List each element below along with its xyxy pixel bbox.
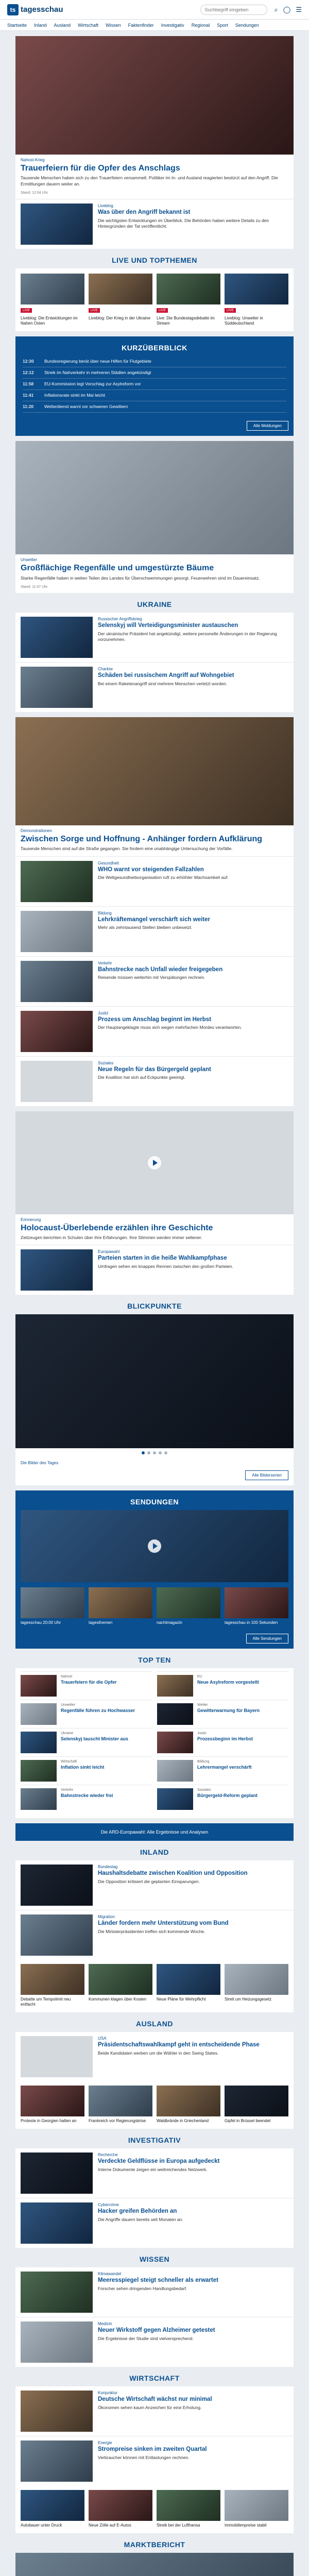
row-image[interactable]	[21, 2153, 93, 2194]
grid-caption[interactable]: Frankreich vor Regierungskrise	[89, 2119, 146, 2124]
story-row[interactable]	[15, 2386, 294, 2436]
gallery-pagination[interactable]	[15, 1448, 294, 1458]
grid-image[interactable]	[157, 1964, 220, 1995]
row-teaser: Die Ergebnisse der Studie sind vielversprechend.	[98, 2336, 194, 2342]
row-image[interactable]	[21, 2202, 93, 2244]
nav-item[interactable]: Wirtschaft	[78, 22, 99, 28]
nav-item[interactable]: Regional	[191, 22, 210, 28]
inland-title: INLAND	[140, 1848, 169, 1857]
sendung-caption[interactable]: tagesschau 20:00 Uhr	[21, 1620, 61, 1625]
row-topline: Cybercrime	[98, 2202, 119, 2208]
topten-item[interactable]	[157, 1728, 288, 1756]
sendung-image[interactable]	[21, 1587, 84, 1618]
investigativ-section	[15, 2148, 294, 2248]
topten-topline: Wirtschaft	[61, 1760, 77, 1764]
kurz-text[interactable]: Wetterdienst warnt vor schweren Gewittern	[44, 404, 128, 410]
row-topline: Liveblog	[98, 204, 113, 209]
row-topline: Migration	[98, 1914, 115, 1920]
row-headline[interactable]: Meeresspiegel steigt schneller als erwartet	[98, 2277, 218, 2284]
live-item[interactable]	[21, 274, 84, 326]
grid-image[interactable]	[225, 2086, 288, 2116]
row-image[interactable]	[21, 1865, 93, 1906]
story-row[interactable]	[15, 2436, 294, 2486]
topten-topline: EU	[197, 1675, 202, 1679]
story-row[interactable]	[15, 1860, 294, 1910]
row-image[interactable]	[21, 911, 93, 952]
row-topline: Konjunktur	[98, 2391, 118, 2396]
ukraine-section	[15, 613, 294, 712]
grid-caption[interactable]: Streit um Heizungsgesetz	[225, 1997, 272, 2002]
search-input[interactable]: Suchbegriff eingeben	[200, 5, 267, 15]
grid-image[interactable]	[225, 1964, 288, 1995]
row-headline[interactable]: Neuer Wirkstoff gegen Alzheimer getestet	[98, 2327, 215, 2334]
story-row[interactable]	[15, 856, 294, 906]
sendung-image[interactable]	[225, 1587, 288, 1618]
kurz-title: KURZÜBERBLICK	[122, 344, 187, 352]
grid-caption[interactable]: Waldbrände in Griechenland	[157, 2119, 209, 2124]
play-icon[interactable]	[148, 1156, 161, 1170]
row-topline: Medizin	[98, 2321, 112, 2327]
grid-image[interactable]	[89, 2086, 152, 2116]
story-card[interactable]	[15, 441, 294, 593]
grid-caption[interactable]: Autobauer unter Druck	[21, 2523, 62, 2528]
sendung-item[interactable]	[89, 1587, 152, 1625]
grid-item[interactable]	[89, 1964, 152, 2007]
row-image[interactable]	[21, 2272, 93, 2313]
row-teaser: Bei einem Raketenangriff sind mehrere Menschen verletzt worden.	[98, 681, 228, 686]
topten-headline[interactable]: Bürgergeld-Reform geplant	[197, 1793, 258, 1799]
row-topline: Bundestag	[98, 1865, 118, 1870]
inland-section	[15, 1860, 294, 2012]
row-teaser: Die Opposition kritisiert die geplanten Einsparungen.	[98, 1879, 200, 1885]
row-topline: Energie	[98, 2441, 112, 2446]
story-row[interactable]	[15, 956, 294, 1006]
topten-item[interactable]	[21, 1700, 152, 1728]
grid-image[interactable]	[225, 2490, 288, 2521]
topten-headline[interactable]: Regenfälle führen zu Hochwasser	[61, 1708, 135, 1714]
grid-item[interactable]	[225, 2086, 288, 2124]
row-topline: Bildung	[98, 910, 112, 916]
ausland-section	[15, 2032, 294, 2129]
row-topline: Charkiw	[98, 667, 113, 672]
kurz-text[interactable]: Bundesregierung berät über neue Hilfen für Flutgebiete	[44, 359, 151, 364]
gallery-caption: Die Bilder des Tages	[21, 1461, 59, 1466]
wissen-section	[15, 2267, 294, 2367]
row-teaser: Die Weltgesundheitsorganisation ruft zu erhöhter Wachsamkeit auf.	[98, 875, 229, 880]
live-section-title: LIVE UND TOPTHEMEN	[112, 256, 197, 265]
grid-caption[interactable]: Neue Zölle auf E-Autos	[89, 2523, 131, 2528]
row-headline[interactable]: Selenskyj will Verteidigungsminister austauschen	[98, 622, 238, 629]
lead-topline: Nahost-Krieg	[21, 158, 45, 162]
story-headline[interactable]: Großflächige Regenfälle und umgestürzte Bäume	[21, 564, 214, 573]
row-teaser: Die Koalition hat sich auf Eckpunkte geeinigt.	[98, 1075, 186, 1080]
nav-item[interactable]: Faktenfinder	[128, 22, 154, 28]
sendung-caption[interactable]: nachtmagazin	[157, 1620, 182, 1625]
story-topline: Unwetter	[21, 557, 38, 563]
topten-headline[interactable]: Prozessbeginn im Herbst	[197, 1736, 253, 1742]
story-topline: Erinnerung	[21, 1217, 41, 1222]
story-image[interactable]	[15, 441, 294, 554]
nav-item[interactable]: Sport	[217, 22, 228, 28]
grid-caption[interactable]: Kommunen klagen über Kosten	[89, 1997, 147, 2002]
topten-topline: Justiz	[197, 1732, 207, 1736]
search-icon[interactable]: ⌕	[274, 5, 278, 13]
row-image[interactable]	[21, 667, 93, 708]
grid-caption[interactable]: Debatte um Tempolimit neu entfacht	[21, 1997, 71, 2007]
row-topline: Verkehr	[98, 960, 112, 965]
kurz-item[interactable]	[23, 356, 286, 367]
topten-image[interactable]	[157, 1788, 193, 1810]
kurz-time: 11:41	[23, 393, 34, 398]
row-image[interactable]	[21, 2321, 93, 2363]
row-headline[interactable]: Lehrkräftemangel verschärft sich weiter	[98, 916, 210, 923]
logo-mark: ts	[7, 4, 19, 15]
row-headline[interactable]: Bahnstrecke nach Unfall wieder freigegeben	[98, 966, 223, 973]
nav-item[interactable]: Investigativ	[161, 22, 184, 28]
live-image[interactable]	[225, 274, 288, 304]
video-player[interactable]	[15, 1111, 294, 1214]
topten-item[interactable]	[21, 1756, 152, 1785]
grid-item[interactable]	[21, 2086, 84, 2124]
story-headline[interactable]: Zwischen Sorge und Hoffnung - Anhänger fordern Aufklärung	[21, 835, 263, 844]
kurz-item[interactable]	[23, 401, 286, 413]
topten-item[interactable]	[157, 1671, 288, 1700]
row-teaser: Der ukrainische Präsident hat angekündigt, weitere personelle Änderungen in der Regierung vorzunehmen.	[98, 631, 277, 642]
site-header	[0, 0, 309, 20]
wahl-banner-text[interactable]: Die ARD-Europawahl: Alle Ergebnisse und Analysen	[15, 1823, 294, 1841]
topten-headline[interactable]: Inflation sinkt leicht	[61, 1765, 105, 1770]
grid-item[interactable]	[89, 2490, 152, 2528]
live-item[interactable]	[89, 274, 152, 326]
play-icon[interactable]	[148, 1539, 161, 1553]
topten-topline: Bildung	[197, 1760, 210, 1764]
row-image[interactable]	[21, 1914, 93, 1956]
story-headline[interactable]: Holocaust-Überlebende erzählen ihre Geschichte	[21, 1223, 213, 1232]
topten-section	[15, 1668, 294, 1818]
live-badge: LIVE	[157, 308, 168, 313]
sendung-item[interactable]	[21, 1587, 84, 1625]
menu-icon[interactable]: ☰	[296, 5, 302, 13]
main-nav	[0, 20, 309, 31]
story-image[interactable]	[15, 717, 294, 825]
row-teaser: Umfragen sehen ein knappes Rennen zwischen den großen Parteien.	[98, 1264, 233, 1269]
sendung-image[interactable]	[89, 1587, 152, 1618]
row-headline[interactable]: Prozess um Anschlag beginnt im Herbst	[98, 1016, 212, 1023]
gallery-image[interactable]	[15, 1314, 294, 1448]
story-meta: Stand: 11:47 Uhr	[21, 585, 48, 589]
lead-image[interactable]	[15, 36, 294, 155]
row-headline[interactable]: Präsidentschaftswahlkampf geht in entscheidende Phase	[98, 2042, 260, 2048]
live-section	[15, 268, 294, 331]
kurz-text[interactable]: Inflationsrate sinkt im Mai leicht	[44, 393, 106, 398]
grid-caption[interactable]: Gipfel in Brüssel beendet	[225, 2119, 271, 2124]
row-headline[interactable]: Neue Regeln für das Bürgergeld geplant	[98, 1066, 211, 1073]
story-teaser: Starke Regenfälle haben in weiten Teilen des Landes für Überschwemmungen gesorgt. Feuerwehren sind im Dauereinsatz.	[21, 575, 260, 581]
story-row[interactable]	[15, 2198, 294, 2248]
wissen-title: WISSEN	[139, 2255, 170, 2264]
row-teaser: Mehr als zehntausend Stellen bleiben unbesetzt.	[98, 925, 193, 930]
story-row[interactable]	[15, 1006, 294, 1056]
wirtschaft-title: WIRTSCHAFT	[129, 2374, 180, 2383]
topten-topline: Wetter	[197, 1703, 208, 1707]
live-caption[interactable]: Live: Die Bundestagsdebatte im Stream	[157, 316, 215, 326]
sendung-player[interactable]	[21, 1510, 288, 1582]
story-row[interactable]	[15, 613, 294, 662]
row-topline: Recherche	[98, 2153, 118, 2158]
markt-title: MARKTBERICHT	[124, 2540, 185, 2549]
sendung-caption[interactable]: tagesschau in 100 Sekunden	[225, 1620, 278, 1625]
topten-headline[interactable]: Gewitterwarnung für Bayern	[197, 1708, 260, 1714]
ukraine-title: UKRAINE	[137, 600, 172, 609]
story-row[interactable]	[15, 2032, 294, 2081]
topten-topline: Ukraine	[61, 1732, 74, 1736]
kurz-item[interactable]	[23, 390, 286, 401]
sendungen-section	[15, 1490, 294, 1649]
topten-title: TOP TEN	[138, 1656, 171, 1665]
row-teaser: Die Ministerpräsidenten treffen sich kommende Woche.	[98, 1929, 205, 1935]
row-topline: USA	[98, 2036, 107, 2041]
nav-item[interactable]: Inland	[34, 22, 47, 28]
story-card[interactable]	[15, 1111, 294, 1295]
row-image[interactable]	[21, 861, 93, 902]
sendung-caption[interactable]: tagesthemen	[89, 1620, 113, 1625]
kurzueberblick	[15, 336, 294, 436]
live-badge: LIVE	[225, 308, 236, 313]
topten-headline[interactable]: Bahnstrecke wieder frei	[61, 1793, 113, 1799]
live-item[interactable]	[225, 274, 288, 326]
topten-item[interactable]	[21, 1785, 152, 1813]
topten-item[interactable]	[21, 1728, 152, 1756]
grid-item[interactable]	[89, 2086, 152, 2124]
row-headline[interactable]: Haushaltsdebatte zwischen Koalition und Opposition	[98, 1870, 248, 1877]
grid-item[interactable]	[21, 2490, 84, 2528]
kurz-text[interactable]: EU-Kommission legt Vorschlag zur Asylreform vor	[44, 381, 141, 387]
lead-meta: Stand: 12:04 Uhr	[21, 191, 48, 195]
grid-caption[interactable]: Streik bei der Lufthansa	[157, 2523, 200, 2528]
row-headline[interactable]: Schäden bei russischem Angriff auf Wohngebiet	[98, 672, 234, 679]
row-image[interactable]	[21, 1011, 93, 1052]
row-topline: Gesundheit	[98, 860, 119, 866]
row-headline[interactable]: Verdeckte Geldflüsse in Europa aufgedeckt	[98, 2158, 220, 2165]
kurz-time: 12:12	[23, 370, 34, 376]
row-image[interactable]	[21, 2036, 93, 2077]
grid-image[interactable]	[89, 1964, 152, 1995]
kurz-item[interactable]	[23, 367, 286, 379]
nav-item[interactable]: Ausland	[54, 22, 71, 28]
grid-caption[interactable]: Proteste in Georgien halten an	[21, 2119, 77, 2124]
row-topline: Russischer Angriffskrieg	[98, 617, 142, 622]
lead-headline[interactable]: Trauerfeiern für die Opfer des Anschlags	[21, 164, 180, 173]
grid-caption[interactable]: Neue Pläne für Wehrpflicht	[157, 1997, 206, 2002]
live-caption[interactable]: Liveblog: Der Krieg in der Ukraine	[89, 316, 151, 321]
topten-image[interactable]	[157, 1760, 193, 1782]
story-teaser: Zeitzeugen berichten in Schulen über ihre Erfahrungen. Ihre Stimmen werden immer seltener.	[21, 1234, 202, 1240]
row-image[interactable]	[21, 961, 93, 1002]
row-teaser: Der Hauptangeklagte muss sich wegen mehrfachen Mordes verantworten.	[98, 1025, 242, 1030]
nav-item[interactable]: Startseite	[7, 22, 27, 28]
topten-image[interactable]	[157, 1732, 193, 1753]
nav-item[interactable]: Wissen	[106, 22, 121, 28]
kurz-more-button[interactable]: Alle Meldungen	[247, 421, 288, 431]
row-teaser: Ökonomen sehen kaum Anzeichen für eine Erholung.	[98, 2405, 202, 2411]
kurz-time: 12:30	[23, 359, 34, 364]
lead-row[interactable]	[15, 199, 294, 249]
topten-image[interactable]	[21, 1788, 57, 1810]
live-caption[interactable]: Liveblog: Die Entwicklungen im Nahen Osten	[21, 316, 78, 326]
kurz-text[interactable]: Streik im Nahverkehr in mehreren Städten angekündigt	[44, 370, 151, 376]
story-row[interactable]	[15, 906, 294, 956]
row-topline: Europawahl	[98, 1249, 120, 1255]
wahl-banner[interactable]	[15, 1823, 294, 1841]
row-image[interactable]	[21, 1249, 93, 1291]
grid-image[interactable]	[21, 2490, 84, 2521]
blickpunkte-title: BLICKPUNKTE	[127, 1302, 182, 1311]
row-headline[interactable]: Deutsche Wirtschaft wächst nur minimal	[98, 2396, 212, 2403]
row-headline[interactable]: Strompreise sinken im zweiten Quartal	[98, 2446, 207, 2453]
investigativ-title: INVESTIGATIV	[128, 2136, 181, 2145]
live-badge: LIVE	[21, 308, 32, 313]
sendung-item[interactable]	[225, 1587, 288, 1625]
grid-image[interactable]	[89, 2490, 152, 2521]
row-image[interactable]	[21, 1061, 93, 1102]
row-topline: Klimawandel	[98, 2272, 122, 2277]
ausland-title: AUSLAND	[136, 2020, 173, 2028]
topten-topline: Unwetter	[61, 1703, 76, 1707]
kurz-item[interactable]	[23, 379, 286, 390]
blickpunkte-section	[15, 1314, 294, 1485]
live-image[interactable]	[21, 274, 84, 304]
lead-row-image[interactable]	[21, 204, 93, 245]
story-row[interactable]	[15, 662, 294, 712]
topten-topline: Verkehr	[61, 1788, 74, 1792]
row-teaser: Forscher sehen dringenden Handlungsbedarf.	[98, 2286, 187, 2292]
row-teaser: Interne Dokumente zeigen ein weitreichendes Netzwerk.	[98, 2167, 208, 2173]
story-topline: Demonstrationen	[21, 828, 52, 834]
story-row[interactable]	[15, 1910, 294, 1960]
site-logo[interactable]	[7, 4, 63, 15]
story-row[interactable]	[15, 2317, 294, 2367]
grid-image[interactable]	[157, 2086, 220, 2116]
sendungen-more-button[interactable]: Alle Sendungen	[246, 1634, 289, 1643]
topten-item[interactable]	[157, 1700, 288, 1728]
topten-headline[interactable]: Lehrermangel verschärft	[197, 1765, 252, 1770]
topten-image[interactable]	[157, 1703, 193, 1725]
topten-image[interactable]	[21, 1675, 57, 1697]
row-teaser: Die wichtigsten Entwicklungen im Überblick. Die Behörden haben weitere Details zu den Hintergründen der Tat veröffentlicht.	[98, 217, 269, 229]
sendungen-title: SENDUNGEN	[130, 1498, 179, 1506]
kurz-time: 11:20	[23, 404, 34, 410]
row-headline[interactable]: WHO warnt vor steigenden Fallzahlen	[98, 866, 204, 873]
grid-caption[interactable]: Immobilienpreise stabil	[225, 2523, 267, 2528]
row-headline[interactable]: Parteien starten in die heiße Wahlkampfphase	[98, 1255, 227, 1262]
sendung-item[interactable]	[157, 1587, 220, 1625]
live-image[interactable]	[157, 274, 220, 304]
row-headline[interactable]: Was über den Angriff bekannt ist	[98, 209, 191, 216]
row-image[interactable]	[21, 617, 93, 658]
markt-image[interactable]	[15, 2553, 294, 2576]
grid-image[interactable]	[21, 2086, 84, 2116]
grid-item[interactable]	[157, 2490, 220, 2528]
row-teaser: Reisende müssen weiterhin mit Verspätungen rechnen.	[98, 975, 205, 980]
topten-headline[interactable]: Trauerfeiern für die Opfer	[61, 1680, 117, 1685]
row-teaser: Verbraucher können mit Entlastungen rechnen.	[98, 2455, 190, 2461]
grid-item[interactable]	[225, 1964, 288, 2007]
story-row[interactable]	[15, 2148, 294, 2198]
story-teaser: Tausende Menschen sind auf die Straße gegangen. Sie fordern eine unabhängige Untersuchung der Vorfälle.	[21, 846, 233, 852]
row-image[interactable]	[21, 2441, 93, 2482]
kurz-time: 11:58	[23, 381, 34, 387]
row-topline: Justiz	[98, 1010, 109, 1015]
logo-text: tagesschau	[21, 5, 63, 14]
row-teaser: Die Angriffe dauern bereits seit Monaten an.	[98, 2217, 183, 2223]
sendung-image[interactable]	[157, 1587, 220, 1618]
story-card[interactable]	[15, 717, 294, 1106]
grid-item[interactable]	[225, 2490, 288, 2528]
story-row[interactable]	[15, 1056, 294, 1106]
marktbericht-section[interactable]	[15, 2553, 294, 2576]
topten-headline[interactable]: Neue Asylreform vorgestellt	[197, 1680, 259, 1685]
row-topline: Soziales	[98, 1060, 114, 1065]
grid-image[interactable]	[157, 2490, 220, 2521]
topten-headline[interactable]: Selenskyj tauscht Minister aus	[61, 1736, 129, 1742]
row-teaser: Beide Kandidaten werben um die Wähler in den Swing States.	[98, 2050, 219, 2056]
topten-item[interactable]	[157, 1785, 288, 1813]
wirtschaft-section	[15, 2386, 294, 2533]
row-headline[interactable]: Hacker greifen Behörden an	[98, 2208, 177, 2215]
live-caption[interactable]: Liveblog: Unwetter in Süddeutschland	[225, 316, 263, 326]
topten-item[interactable]	[21, 1671, 152, 1700]
lead-story[interactable]	[15, 36, 294, 249]
topten-item[interactable]	[157, 1756, 288, 1785]
topten-topline: Soziales	[197, 1788, 211, 1792]
row-headline[interactable]: Länder fordern mehr Unterstützung vom Bund	[98, 1920, 229, 1927]
live-item[interactable]	[157, 274, 220, 326]
grid-item[interactable]	[157, 2086, 220, 2124]
topten-image[interactable]	[21, 1703, 57, 1725]
story-row[interactable]	[15, 1245, 294, 1295]
grid-image[interactable]	[21, 1964, 84, 1995]
topten-image[interactable]	[21, 1760, 57, 1782]
topten-topline: Nahost	[61, 1675, 73, 1679]
topten-image[interactable]	[157, 1675, 193, 1697]
row-image[interactable]	[21, 2391, 93, 2432]
live-badge: LIVE	[89, 308, 100, 313]
topten-image[interactable]	[21, 1732, 57, 1753]
gallery-more-button[interactable]: Alle Bilderserien	[245, 1470, 288, 1480]
grid-item[interactable]	[21, 1964, 84, 2007]
live-image[interactable]	[89, 274, 152, 304]
user-icon[interactable]: ◯	[283, 5, 291, 13]
lead-teaser: Tausende Menschen haben sich zu den Trauerfeiern versammelt. Politiker im In- und Ausland reagierten bestürzt auf den Angriff. Die Ermittlungen dauern weiter an.	[21, 175, 278, 187]
nav-item[interactable]: Sendungen	[235, 22, 259, 28]
grid-item[interactable]	[157, 1964, 220, 2007]
story-row[interactable]	[15, 2267, 294, 2317]
